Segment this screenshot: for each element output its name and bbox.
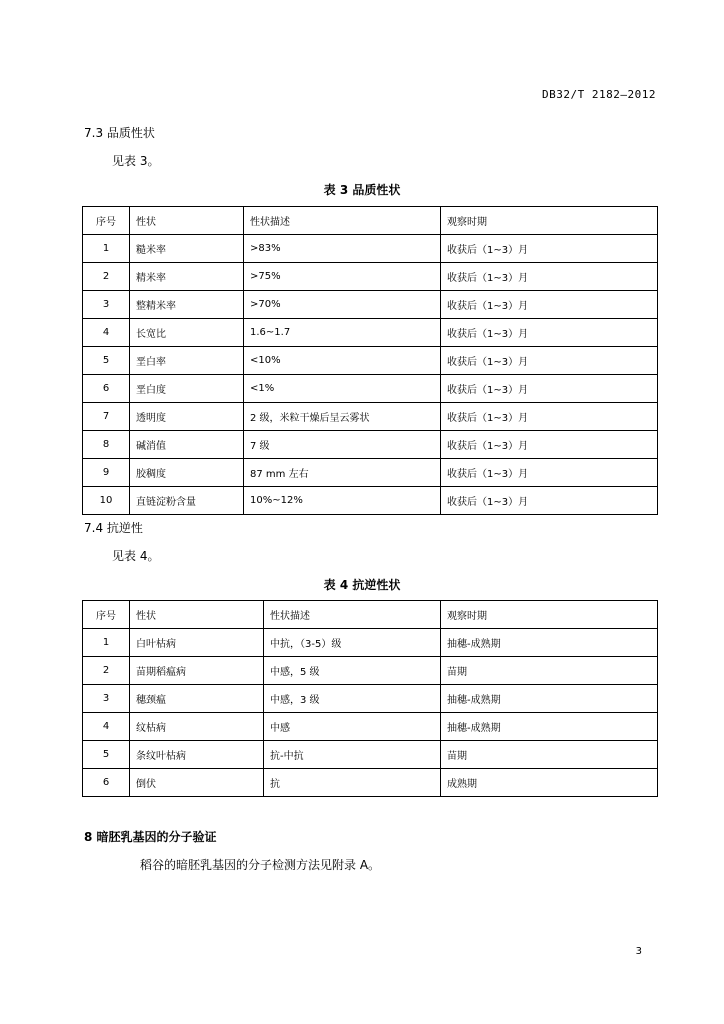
cell-description: >83% [244, 235, 441, 263]
cell-trait: 条纹叶枯病 [130, 741, 264, 769]
cell-index: 4 [83, 319, 130, 347]
table-3-quality-traits [82, 206, 658, 515]
cell-trait: 垩白度 [130, 375, 244, 403]
cell-trait: 苗期稻瘟病 [130, 657, 264, 685]
cell-index: 1 [83, 235, 130, 263]
cell-description: <10% [244, 347, 441, 375]
cell-description: 1.6~1.7 [244, 319, 441, 347]
cell-index: 2 [83, 263, 130, 291]
cell-period: 收获后（1~3）月 [441, 459, 658, 487]
cell-description: 抗 [264, 769, 441, 797]
cell-period: 抽穗-成熟期 [441, 713, 658, 741]
table-row [83, 347, 658, 375]
cell-period: 收获后（1~3）月 [441, 403, 658, 431]
cell-period: 收获后（1~3）月 [441, 291, 658, 319]
cell-trait: 胶稠度 [130, 459, 244, 487]
table-row [83, 685, 658, 713]
cell-trait: 糙米率 [130, 235, 244, 263]
header-cell-period: 观察时期 [441, 601, 658, 629]
cell-period: 收获后（1~3）月 [441, 263, 658, 291]
table-row [83, 657, 658, 685]
cell-period: 抽穗-成熟期 [441, 685, 658, 713]
table-row [83, 769, 658, 797]
cell-period: 苗期 [441, 657, 658, 685]
cell-description: 中抗，（3-5）级 [264, 629, 441, 657]
cell-trait: 直链淀粉含量 [130, 487, 244, 515]
header-cell-trait: 性状 [130, 601, 264, 629]
table-header-row [83, 601, 658, 629]
cell-index: 6 [83, 375, 130, 403]
table-row [83, 403, 658, 431]
table-row [83, 235, 658, 263]
section-7-4-paragraph: 见表 4。 [112, 549, 160, 563]
cell-description: <1% [244, 375, 441, 403]
table-3-caption: 表 3 品质性状 [323, 183, 401, 197]
cell-index: 1 [83, 629, 130, 657]
header-cell-description: 性状描述 [244, 207, 441, 235]
cell-description: 中感 [264, 713, 441, 741]
table-row [83, 741, 658, 769]
section-7-3-paragraph: 见表 3。 [112, 154, 160, 168]
cell-index: 5 [83, 347, 130, 375]
cell-index: 2 [83, 657, 130, 685]
section-8-heading: 8 暗胚乳基因的分子验证 [84, 830, 217, 844]
cell-description: 2 级，米粒干燥后呈云雾状 [244, 403, 441, 431]
cell-index: 9 [83, 459, 130, 487]
table-header-row [83, 207, 658, 235]
header-cell-period: 观察时期 [441, 207, 658, 235]
section-7-3-heading: 7.3 品质性状 [84, 126, 155, 140]
cell-period: 收获后（1~3）月 [441, 319, 658, 347]
cell-period: 苗期 [441, 741, 658, 769]
section-8-paragraph: 稻谷的暗胚乳基因的分子检测方法见附录 A。 [140, 858, 381, 872]
cell-trait: 长宽比 [130, 319, 244, 347]
table-row [83, 487, 658, 515]
cell-index: 10 [83, 487, 130, 515]
table-row [83, 319, 658, 347]
cell-period: 收获后（1~3）月 [441, 347, 658, 375]
cell-description: 87 mm 左右 [244, 459, 441, 487]
cell-trait: 垩白率 [130, 347, 244, 375]
header-cell-description: 性状描述 [264, 601, 441, 629]
header-cell-index: 序号 [83, 601, 130, 629]
cell-trait: 倒伏 [130, 769, 264, 797]
cell-description: 10%~12% [244, 487, 441, 515]
cell-description: 7 级 [244, 431, 441, 459]
cell-trait: 碱消值 [130, 431, 244, 459]
cell-index: 8 [83, 431, 130, 459]
cell-trait: 精米率 [130, 263, 244, 291]
table-row [83, 713, 658, 741]
table-row [83, 459, 658, 487]
cell-description: 中感，5 级 [264, 657, 441, 685]
table-row [83, 431, 658, 459]
cell-period: 成熟期 [441, 769, 658, 797]
header-cell-trait: 性状 [130, 207, 244, 235]
table-row [83, 291, 658, 319]
cell-description: 抗-中抗 [264, 741, 441, 769]
cell-period: 收获后（1~3）月 [441, 487, 658, 515]
cell-period: 收获后（1~3）月 [441, 375, 658, 403]
cell-trait: 整精米率 [130, 291, 244, 319]
cell-index: 7 [83, 403, 130, 431]
cell-index: 4 [83, 713, 130, 741]
table-row [83, 375, 658, 403]
cell-trait: 白叶枯病 [130, 629, 264, 657]
header-cell-index: 序号 [83, 207, 130, 235]
cell-index: 3 [83, 291, 130, 319]
cell-trait: 纹枯病 [130, 713, 264, 741]
cell-description: >75% [244, 263, 441, 291]
cell-period: 抽穗-成熟期 [441, 629, 658, 657]
cell-description: >70% [244, 291, 441, 319]
document-code: DB32/T 2182—2012 [542, 88, 656, 101]
table-4-stress-resistance [82, 600, 658, 797]
page-number: 3 [635, 946, 642, 957]
cell-trait: 透明度 [130, 403, 244, 431]
cell-period: 收获后（1~3）月 [441, 235, 658, 263]
table-4-caption: 表 4 抗逆性状 [323, 578, 401, 592]
cell-description: 中感，3 级 [264, 685, 441, 713]
cell-index: 6 [83, 769, 130, 797]
cell-index: 5 [83, 741, 130, 769]
table-row [83, 629, 658, 657]
table-row [83, 263, 658, 291]
section-7-4-heading: 7.4 抗逆性 [84, 521, 143, 535]
cell-index: 3 [83, 685, 130, 713]
cell-period: 收获后（1~3）月 [441, 431, 658, 459]
cell-trait: 穗颈瘟 [130, 685, 264, 713]
